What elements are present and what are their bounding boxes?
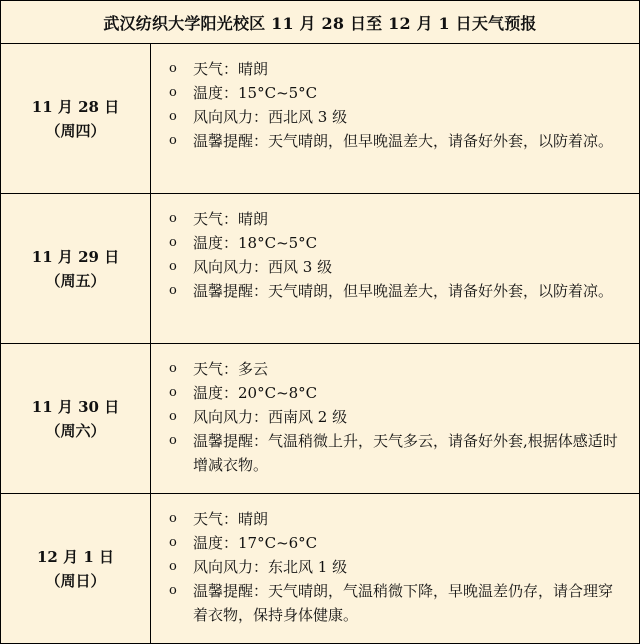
table-row <box>1 494 639 644</box>
date-cell <box>1 344 151 493</box>
weather-item <box>165 357 627 381</box>
wind-text: 风向风力：西北风 3 级 <box>193 108 348 126</box>
bullet-circle-icon: o <box>169 85 177 100</box>
weather-text: 天气：多云 <box>193 360 269 378</box>
table-row <box>1 194 639 344</box>
tip-item <box>165 579 627 627</box>
wind-item <box>165 405 627 429</box>
bullet-circle-icon: o <box>169 409 177 424</box>
bullet-circle-icon: o <box>169 559 177 574</box>
temperature-text: 温度：20°C~8°C <box>193 384 318 402</box>
wind-text: 风向风力：西风 3 级 <box>193 258 333 276</box>
bullet-circle-icon: o <box>169 109 177 124</box>
date-label: 11 月 30 日 <box>31 397 120 416</box>
wind-item <box>165 105 627 129</box>
tip-text: 温馨提醒：天气晴朗，但早晚温差大，请备好外套，以防着凉。 <box>193 132 614 150</box>
bullet-circle-icon: o <box>169 583 177 598</box>
tip-item <box>165 429 627 477</box>
table-title: 武汉纺织大学阳光校区 11 月 28 日至 12 月 1 日天气预报 <box>1 1 639 44</box>
temperature-text: 温度：18°C~5°C <box>193 234 318 252</box>
temperature-item <box>165 231 627 255</box>
wind-text: 风向风力：西南风 2 级 <box>193 408 348 426</box>
weather-item <box>165 57 627 81</box>
date-cell <box>1 494 151 644</box>
tip-text: 温馨提醒：气温稍微上升，天气多云，请备好外套,根据体感适时增减衣物。 <box>193 432 618 474</box>
table-row <box>1 44 639 194</box>
bullet-circle-icon: o <box>169 535 177 550</box>
temperature-text: 温度：15°C~5°C <box>193 84 318 102</box>
wind-text: 风向风力：东北风 1 级 <box>193 558 348 576</box>
tip-text: 温馨提醒：天气晴朗，气温稍微下降，早晚温差仍存，请合理穿着衣物，保持身体健康。 <box>193 582 614 624</box>
weather-text: 天气：晴朗 <box>193 510 269 528</box>
date-cell <box>1 194 151 343</box>
bullet-circle-icon: o <box>169 235 177 250</box>
bullet-circle-icon: o <box>169 433 177 448</box>
weather-item <box>165 507 627 531</box>
weather-text: 天气：晴朗 <box>193 60 269 78</box>
temperature-item <box>165 81 627 105</box>
details-cell <box>151 44 639 193</box>
weekday-label: （周五） <box>45 271 106 290</box>
tip-text: 温馨提醒：天气晴朗，但早晚温差大，请备好外套，以防着凉。 <box>193 282 614 300</box>
temperature-text: 温度：17°C~6°C <box>193 534 318 552</box>
weekday-label: （周四） <box>45 121 106 140</box>
bullet-circle-icon: o <box>169 283 177 298</box>
bullet-circle-icon: o <box>169 61 177 76</box>
bullet-circle-icon: o <box>169 133 177 148</box>
wind-item <box>165 555 627 579</box>
table-row <box>1 344 639 494</box>
weekday-label: （周六） <box>45 421 106 440</box>
wind-item <box>165 255 627 279</box>
tip-item <box>165 129 627 153</box>
weather-text: 天气：晴朗 <box>193 210 269 228</box>
bullet-circle-icon: o <box>169 259 177 274</box>
bullet-circle-icon: o <box>169 385 177 400</box>
tip-item <box>165 279 627 303</box>
temperature-item <box>165 381 627 405</box>
weekday-label: （周日） <box>45 572 106 590</box>
date-label: 11 月 29 日 <box>31 247 120 266</box>
details-cell <box>151 344 639 493</box>
details-cell <box>151 194 639 343</box>
details-cell <box>151 494 639 644</box>
bullet-circle-icon: o <box>169 211 177 226</box>
date-label: 12 月 1 日 <box>37 548 114 566</box>
date-cell <box>1 44 151 193</box>
weather-item <box>165 207 627 231</box>
temperature-item <box>165 531 627 555</box>
date-label: 11 月 28 日 <box>31 97 120 116</box>
bullet-circle-icon: o <box>169 361 177 376</box>
bullet-circle-icon: o <box>169 511 177 526</box>
